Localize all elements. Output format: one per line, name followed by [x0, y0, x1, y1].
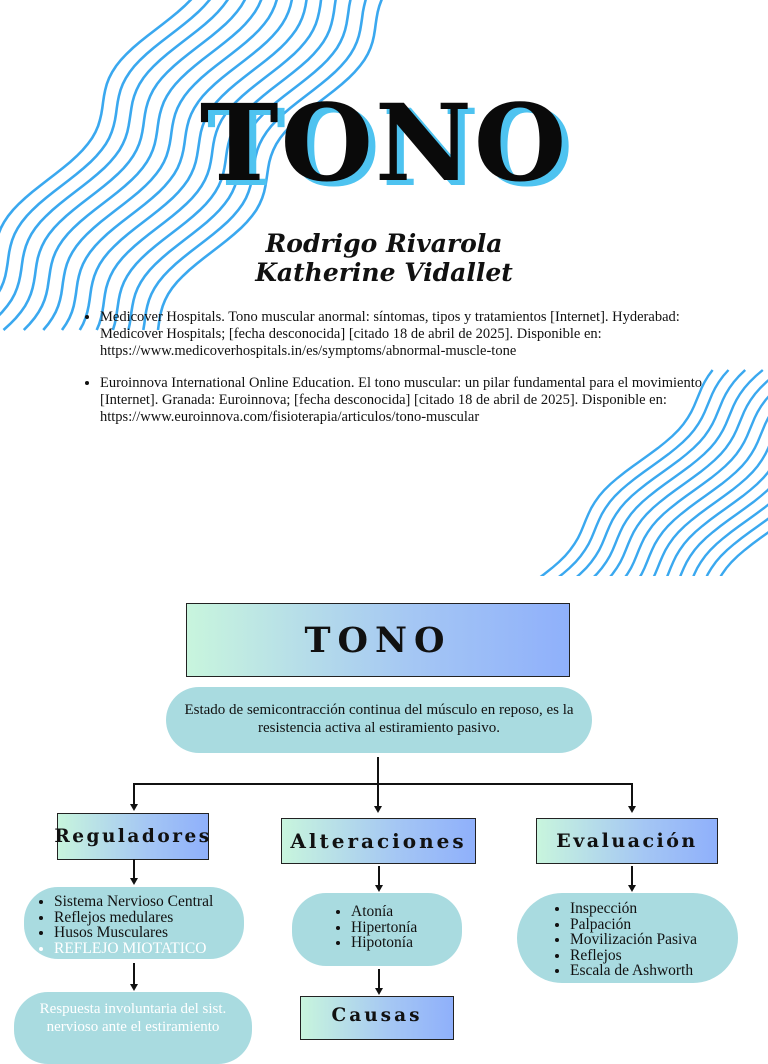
evaluacion-box: Evaluación	[536, 818, 718, 864]
connector-line	[133, 783, 135, 805]
connector-line	[631, 866, 633, 886]
list-item: • Palpación	[570, 917, 738, 933]
connector-line	[377, 783, 379, 807]
arrow-down-icon	[130, 984, 138, 991]
references-list	[80, 309, 720, 442]
list-item: • Inspección	[570, 901, 738, 917]
alteraciones-list	[333, 904, 462, 951]
list-item: • Sistema Nervioso Central	[54, 894, 244, 910]
author-name: Katherine Vidallet	[255, 258, 513, 287]
list-item: • Movilización Pasiva	[570, 932, 738, 948]
connector-line	[133, 783, 632, 785]
reguladores-list	[36, 894, 244, 956]
list-item: • Hipotonía	[351, 935, 462, 951]
main-title: TONO	[199, 80, 569, 205]
alteraciones-list-bubble	[292, 893, 462, 966]
connector-line	[631, 783, 633, 807]
list-item: • Hipertonía	[351, 920, 462, 936]
connector-line	[133, 963, 135, 985]
concept-map-title: TONO	[186, 603, 570, 677]
definition-bubble	[166, 687, 592, 753]
connector-line	[378, 969, 380, 989]
arrow-down-icon	[130, 878, 138, 885]
reguladores-list-bubble	[24, 887, 244, 959]
connector-line	[133, 859, 135, 879]
list-item: • Reflejos	[570, 948, 738, 964]
arrow-down-icon	[628, 885, 636, 892]
arrow-down-icon	[375, 885, 383, 892]
arrow-down-icon	[375, 988, 383, 995]
evaluacion-list	[552, 901, 738, 979]
list-item: • REFLEJO MIOTATICO	[54, 941, 244, 957]
list-item: • Escala de Ashworth	[570, 963, 738, 979]
definition-text: Estado de semicontracción continua del músculo en reposo, es la resistencia activa al estiramiento pasivo.	[184, 702, 574, 736]
arrow-down-icon	[130, 804, 138, 811]
arrow-down-icon	[374, 806, 382, 813]
respuesta-text: Respuesta involuntaria del sist. nervioso ante el estiramiento	[39, 1001, 227, 1035]
respuesta-bubble	[14, 992, 252, 1064]
reference-item: • Medicover Hospitals. Tono muscular anormal: síntomas, tipos y tratamientos [Internet]. Hyderabad: Medicover Hospitals; [fecha desconocida] [citado 18 de abril de 2025]. Disponible en: https://www.medicoverhospitals.in/es/symptoms/abnormal-muscle-tone	[100, 309, 720, 359]
connector-line	[377, 757, 379, 783]
reguladores-box: Reguladores	[57, 813, 209, 860]
alteraciones-box: Alteraciones	[281, 818, 476, 864]
reference-item: • Euroinnova International Online Education. El tono muscular: un pilar fundamental para el movimiento [Internet]. Granada: Euroinnova; [fecha desconocida] [citado 18 de abril de 2025]. Disponible en: https://www.euroinnova.com/fisioterapia/articulos/tono-muscular	[100, 375, 720, 425]
list-item: • Husos Musculares	[54, 925, 244, 941]
connector-line	[378, 866, 380, 886]
list-item: • Reflejos medulares	[54, 910, 244, 926]
list-item: • Atonía	[351, 904, 462, 920]
concept-map-slide	[0, 576, 768, 1035]
author-name: Rodrigo Rivarola	[265, 229, 503, 258]
arrow-down-icon	[628, 806, 636, 813]
causas-box: Causas	[300, 996, 454, 1040]
evaluacion-list-bubble	[517, 893, 738, 983]
